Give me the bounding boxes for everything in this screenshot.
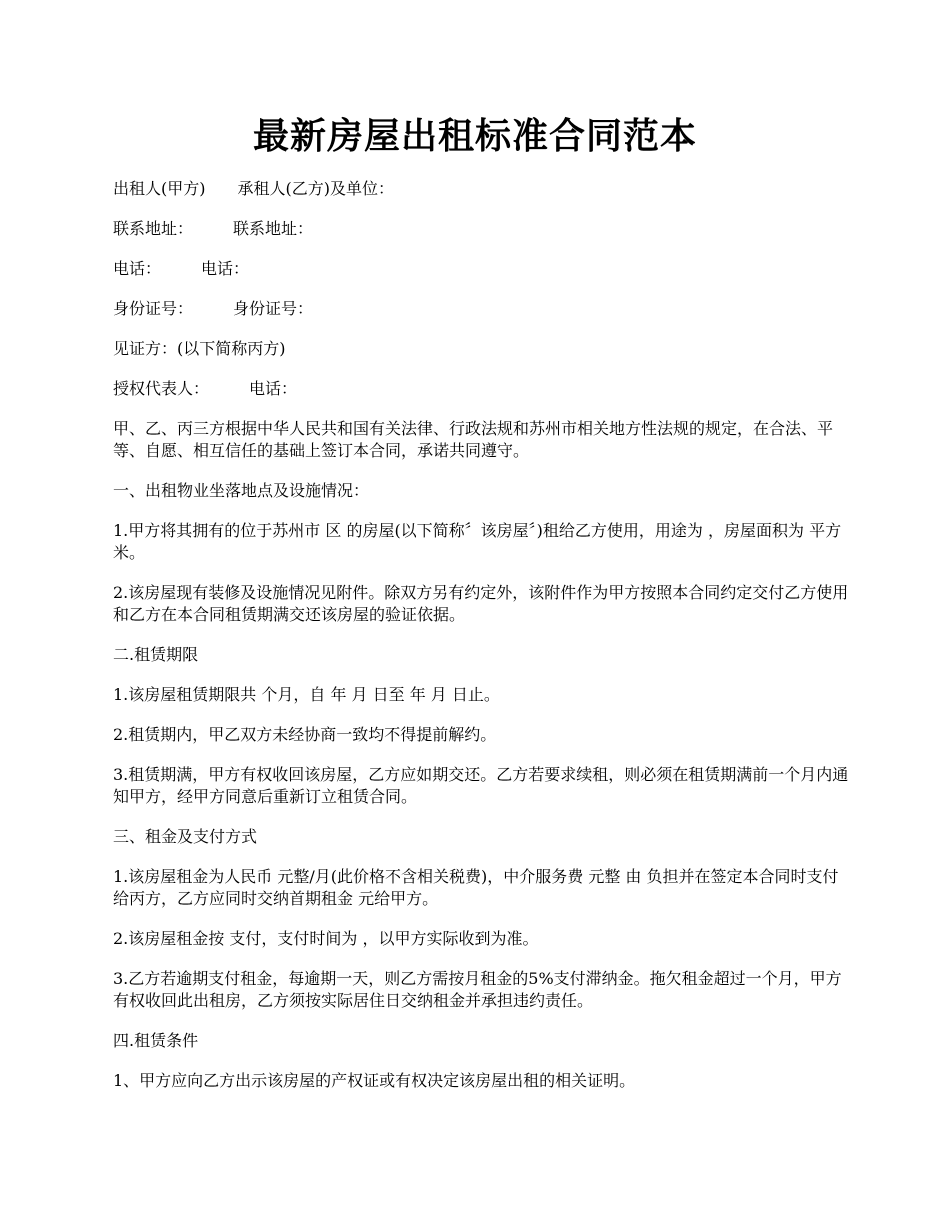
- clause-1-1: 1.甲方将其拥有的位于苏州市 区 的房屋(以下简称〞该房屋〞)租给乙方使用，用途为 ，房屋面积为 平方米。: [113, 521, 842, 562]
- authorized-representative-line: 授权代表人： 电话：: [113, 379, 298, 398]
- section-heading-3: 三、租金及支付方式: [113, 827, 258, 846]
- clause-2-2: 2.租赁期内，甲乙双方未经协商一致均不得提前解约。: [113, 725, 497, 744]
- witness-line: 见证方：(以下简称丙方): [113, 339, 286, 358]
- preamble-paragraph: 甲、乙、丙三方根据中华人民共和国有关法律、行政法规和苏州市相关地方性法规的规定，在合法、平等、自愿、相互信任的基础上签订本合同，承诺共同遵守。: [113, 419, 834, 460]
- document-body: [113, 178, 853, 1110]
- clause-2-3: 3.租赁期满，甲方有权收回该房屋，乙方应如期交还。乙方若要求续租，则必须在租赁期满前一个月内通知甲方，经甲方同意后重新订立租赁合同。: [113, 765, 849, 806]
- clause-3-3: 3.乙方若逾期支付租金，每逾期一天，则乙方需按月租金的5%支付滞纳金。拖欠租金超过一个月，甲方有权收回此出租房，乙方须按实际居住日交纳租金并承担违约责任。: [113, 969, 842, 1010]
- section-heading-4: 四.租赁条件: [113, 1031, 199, 1050]
- clause-3-2: 2.该房屋租金按 支付，支付时间为 ，以甲方实际收到为准。: [113, 929, 539, 948]
- clause-4-1: 1、甲方应向乙方出示该房屋的产权证或有权决定该房屋出租的相关证明。: [113, 1071, 636, 1090]
- clause-2-1: 1.该房屋租赁期限共 个月，自 年 月 日至 年 月 日止。: [113, 685, 500, 704]
- party-lessor-lessee-line: 出租人(甲方) 承租人(乙方)及单位：: [113, 179, 394, 198]
- phone-line: 电话： 电话：: [113, 259, 250, 278]
- clause-3-1: 1.该房屋租金为人民币 元整/月(此价格不含相关税费)，中介服务费 元整 由 负担并在签定本合同时支付给丙方，乙方应同时交纳首期租金 元给甲方。: [113, 867, 839, 908]
- clause-1-2: 2.该房屋现有装修及设施情况见附件。除双方另有约定外，该附件作为甲方按照本合同约定交付乙方使用和乙方在本合同租赁期满交还该房屋的验证依据。: [113, 583, 849, 624]
- document-title: 最新房屋出租标准合同范本: [252, 115, 697, 157]
- section-heading-2: 二.租赁期限: [113, 645, 199, 664]
- id-number-line: 身份证号： 身份证号：: [113, 299, 314, 318]
- section-heading-1: 一、出租物业坐落地点及设施情况：: [113, 481, 370, 500]
- address-line: 联系地址： 联系地址：: [113, 219, 314, 238]
